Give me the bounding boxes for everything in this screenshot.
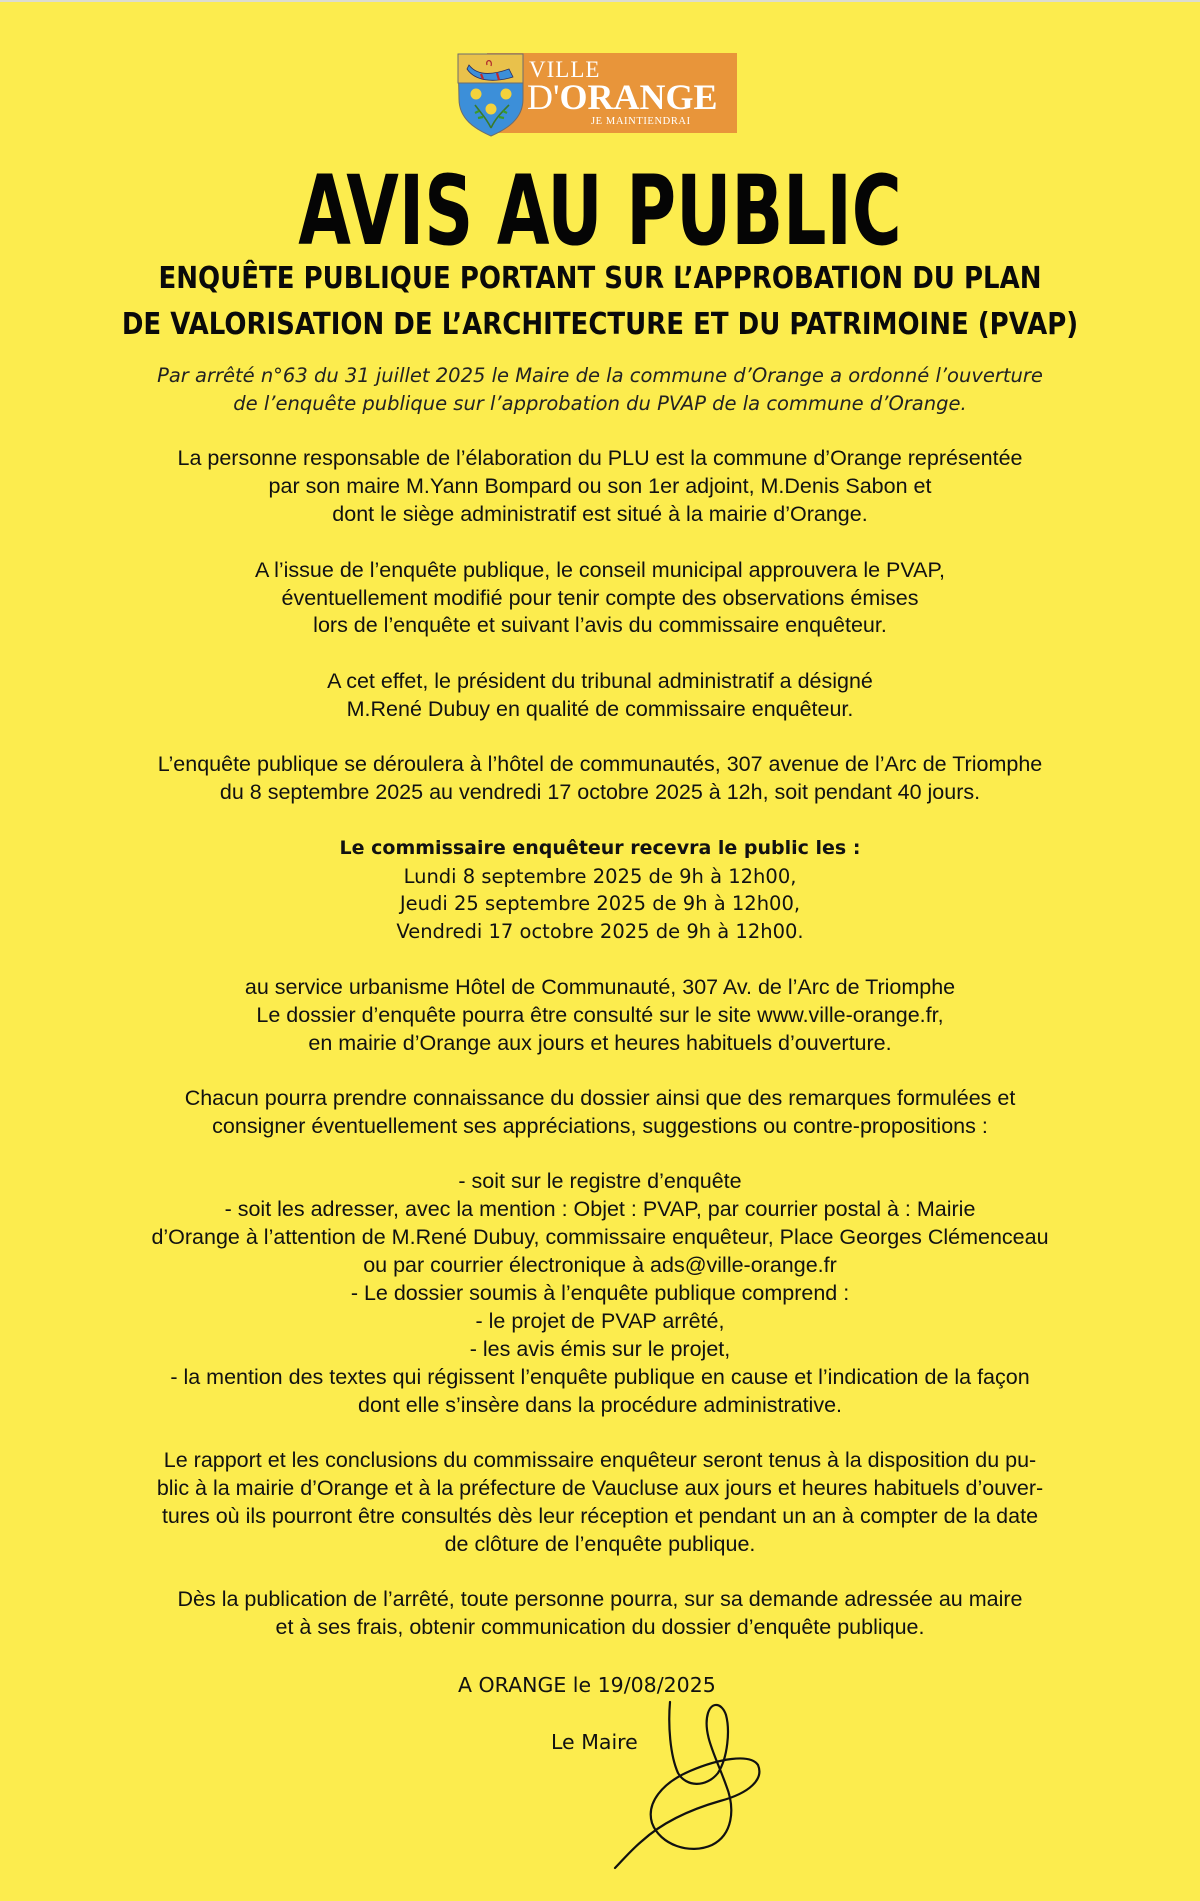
- methods-line: - Le dossier soumis à l’enquête publique comprend :: [350, 1281, 850, 1306]
- methods-line: - soit les adresser, avec la mention : Objet : PVAP, par courrier postal à : Mairie: [224, 1197, 976, 1222]
- approval-line: lors de l’enquête et suivant l’avis du commissaire enquêteur.: [313, 613, 887, 638]
- intro-line: Par arrêté n°63 du 31 juillet 2025 le Maire de la commune d’Orange a ordonné l’ouverture: [157, 364, 1043, 387]
- approval-line: éventuellement modifié pour tenir compte des observations émises: [281, 585, 919, 610]
- report-line: tures où ils pourront être consultés dès leur réception et pendant un an à compter de la date: [161, 1503, 1039, 1528]
- logo-motto: JE MAINTIENDRAI: [591, 116, 691, 127]
- subtitle: [0, 256, 1200, 348]
- logo-orange-word: ORANGE: [559, 77, 718, 117]
- methods-line: - soit sur le registre d’enquête: [458, 1169, 742, 1194]
- commissioner-line: A cet effet, le président du tribunal administratif a désigné: [327, 668, 873, 693]
- session-date: Vendredi 17 octobre 2025 de 9h à 12h00.: [396, 920, 804, 944]
- logo-orange-text: [527, 79, 718, 115]
- ville-orange-logo: [457, 53, 737, 135]
- coat-of-arms-icon: [457, 53, 525, 137]
- session-date: Lundi 8 septembre 2025 de 9h à 12h00,: [403, 864, 797, 888]
- methods-line: ou par courrier électronique à ads@ville-orange.fr: [363, 1253, 837, 1278]
- location-line: L’enquête publique se déroulera à l’hôtel de communautés, 307 avenue de l’Arc de Triomphe: [157, 752, 1043, 777]
- methods-line: dont elle s’insère dans la procédure administrative.: [357, 1392, 842, 1417]
- methods-line: d’Orange à l’attention de M.René Dubuy, commissaire enquêteur, Place Georges Clémenceau: [151, 1225, 1049, 1250]
- logo-d-prefix: D': [527, 77, 560, 117]
- notice-body: [0, 362, 1200, 1642]
- signatory-role: Le Maire: [551, 1730, 638, 1754]
- observations-line: consigner éventuellement ses appréciations, suggestions ou contre-propositions :: [212, 1113, 988, 1138]
- approval-line: A l’issue de l’enquête publique, le conseil municipal approuvera le PVAP,: [254, 557, 946, 582]
- responsible-line: dont le siège administratif est situé à la mairie d’Orange.: [332, 502, 868, 527]
- page-title: AVIS AU PUBLIC: [298, 156, 902, 269]
- report-line: de clôture de l’enquête publique.: [444, 1531, 756, 1556]
- intro-line: de l’enquête publique sur l’approbation du PVAP de la commune d’Orange.: [233, 391, 967, 415]
- place-date: A ORANGE le 19/08/2025: [458, 1673, 716, 1697]
- commissioner-line: M.René Dubuy en qualité de commissaire enquêteur.: [346, 696, 854, 721]
- session-date: Jeudi 25 septembre 2025 de 9h à 12h00,: [399, 892, 801, 916]
- top-border: [0, 0, 1200, 2]
- publication-line: et à ses frais, obtenir communication du dossier d’enquête publique.: [275, 1615, 925, 1640]
- methods-line: - le projet de PVAP arrêté,: [475, 1308, 725, 1333]
- report-line: Le rapport et les conclusions du commissaire enquêteur seront tenus à la disposition du pu-: [163, 1448, 1037, 1473]
- responsible-line: La personne responsable de l’élaboration du PLU est la commune d’Orange représentée: [177, 446, 1023, 471]
- observations-line: Chacun pourra prendre connaissance du dossier ainsi que des remarques formulées et: [184, 1086, 1016, 1111]
- methods-line: - la mention des textes qui régissent l’enquête publique en cause et l’indication de la façon: [170, 1364, 1030, 1389]
- logo-ville-text: VILLE: [529, 57, 601, 82]
- report-line: blic à la mairie d’Orange et à la préfecture de Vaucluse aux jours et heures habituels d’ouver-: [156, 1475, 1044, 1500]
- mayor-signature: [600, 1695, 780, 1875]
- location-line: du 8 septembre 2025 au vendredi 17 octobre 2025 à 12h, soit pendant 40 jours.: [219, 780, 981, 805]
- consultation-line: au service urbanisme Hôtel de Communauté, 307 Av. de l’Arc de Triomphe: [244, 974, 956, 999]
- consultation-line: Le dossier d’enquête pourra être consulté sur le site www.ville-orange.fr,: [256, 1002, 944, 1027]
- sessions-heading: Le commissaire enquêteur recevra le public les :: [339, 836, 861, 859]
- subtitle-line: DE VALORISATION DE L’ARCHITECTURE ET DU PATRIMOINE (PVAP): [121, 307, 1079, 343]
- responsible-line: par son maire M.Yann Bompard ou son 1er adjoint, M.Denis Sabon et: [268, 474, 932, 499]
- methods-line: - les avis émis sur le projet,: [469, 1336, 731, 1361]
- consultation-line: en mairie d’Orange aux jours et heures habituels d’ouverture.: [308, 1030, 892, 1055]
- subtitle-line: ENQUÊTE PUBLIQUE PORTANT SUR L’APPROBATION DU PLAN: [158, 261, 1042, 297]
- publication-line: Dès la publication de l’arrêté, toute personne pourra, sur sa demande adressée au maire: [177, 1587, 1023, 1612]
